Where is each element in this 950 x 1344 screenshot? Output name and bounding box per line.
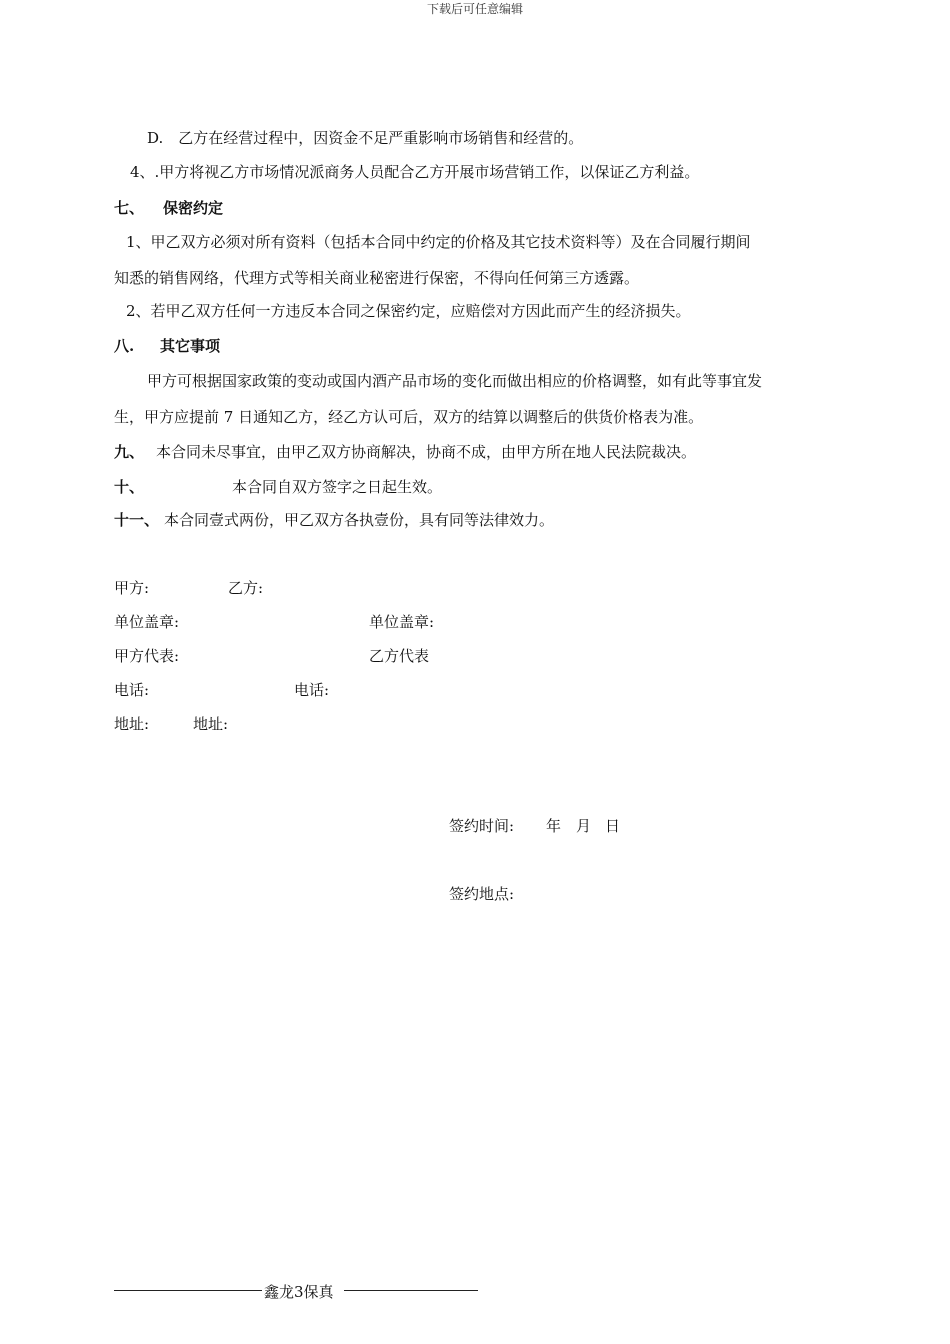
section-8-line-2: 生，甲方应提前 7 日通知乙方，经乙方认可后，双方的结算以调整后的供货价格表为准。 (114, 408, 704, 426)
party-b-address-label: 地址: (193, 715, 229, 733)
section-7-paragraph-1-line-1: 1、甲乙双方必须对所有资料（包括本合同中约定的价格及其它技术资料等）及在合同履行期间 (126, 233, 751, 251)
footer-rule-right (344, 1290, 478, 1291)
section-10-number: 十、 (114, 478, 145, 496)
section-9-text: 本合同未尽事宜，由甲乙双方协商解决，协商不成，由甲方所在地人民法院裁决。 (156, 443, 697, 461)
signing-place-label: 签约地点: (449, 885, 515, 903)
party-b-label: 乙方: (228, 579, 264, 597)
section-8-title: 其它事项 (160, 337, 221, 355)
clause-4: 4、.甲方将视乙方市场情况派商务人员配合乙方开展市场营销工作，以保证乙方利益。 (130, 163, 700, 181)
signing-date-year: 年 (546, 817, 562, 835)
section-7-paragraph-2: 2、若甲乙双方任何一方违反本合同之保密约定，应赔偿对方因此而产生的经济损失。 (126, 302, 691, 320)
section-11-number: 十一、 (114, 511, 160, 529)
signing-date-label: 签约时间: (449, 817, 515, 835)
section-9-number: 九、 (114, 443, 145, 461)
party-a-seal-label: 单位盖章: (114, 613, 180, 631)
party-b-representative-label: 乙方代表 (369, 647, 430, 665)
party-a-representative-label: 甲方代表: (114, 647, 180, 665)
party-b-phone-label: 电话: (294, 681, 330, 699)
signing-date-month: 月 (576, 817, 592, 835)
party-a-address-label: 地址: (114, 715, 150, 733)
section-8-number: 八. (114, 337, 135, 355)
party-b-seal-label: 单位盖章: (369, 613, 435, 631)
party-a-label: 甲方: (114, 579, 150, 597)
section-7-paragraph-1-line-2: 知悉的销售网络，代理方式等相关商业秘密进行保密，不得向任何第三方透露。 (114, 269, 640, 287)
footer-rule-left (114, 1290, 262, 1291)
section-11-text: 本合同壹式两份，甲乙双方各执壹份，具有同等法律效力。 (164, 511, 555, 529)
section-7-title: 保密约定 (163, 199, 224, 217)
page-header: 下载后可任意编辑 (426, 2, 523, 16)
signing-date-day: 日 (605, 817, 621, 835)
section-8-line-1: 甲方可根据国家政策的变动或国内酒产品市场的变化而做出相应的价格调整，如有此等事宜发 (147, 372, 763, 390)
section-10-text: 本合同自双方签字之日起生效。 (232, 478, 443, 496)
clause-d: D. 乙方在经营过程中，因资金不足严重影响市场销售和经营的。 (147, 129, 584, 147)
section-7-number: 七、 (114, 199, 145, 217)
footer-text: 鑫龙3保真 (264, 1283, 334, 1301)
party-a-phone-label: 电话: (114, 681, 150, 699)
